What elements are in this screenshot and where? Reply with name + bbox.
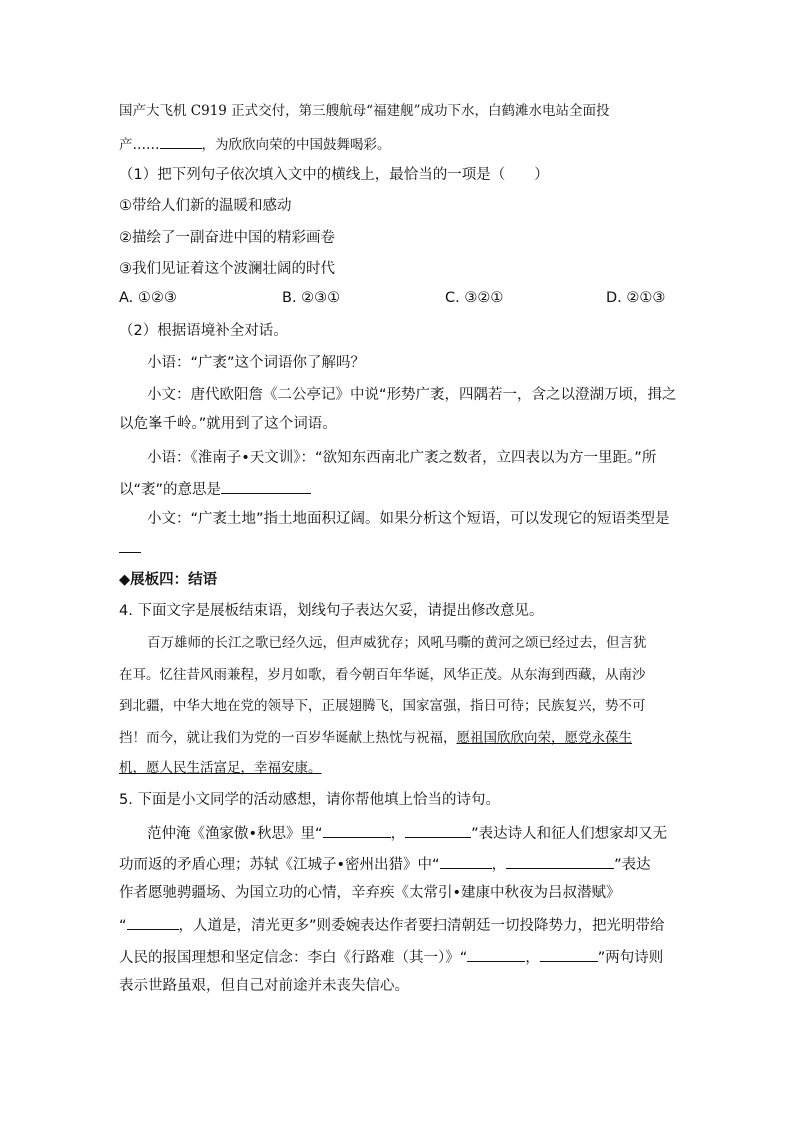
dialogue-4: 小文：“广袤土地”指土地面积辽阔。如果分析这个短语，可以发现它的短语类型是 bbox=[147, 511, 670, 527]
poem-blank-5[interactable] bbox=[127, 914, 179, 930]
sentence-1: ①带给人们新的温暖和感动 bbox=[119, 198, 292, 214]
q4-stem: 4. 下面文字是展板结束语，划线句子表达欠妥，请提出修改意见。 bbox=[119, 603, 544, 619]
q5-line-2-sep: ， bbox=[491, 857, 507, 873]
q5-line-6: 表示世路虽艰，但自己对前途并未丧失信心。 bbox=[119, 978, 409, 994]
sentence-3: ③我们见证着这个波澜壮阔的时代 bbox=[119, 261, 335, 277]
dialogue-2b: 以危峯千岭。”就用到了这个词语。 bbox=[119, 416, 337, 432]
option-d[interactable]: D. ②①③ bbox=[606, 290, 666, 306]
q5-line-2-a: 功而返的矛盾心理；苏轼《江城子•密州出猎》中“ bbox=[119, 857, 440, 873]
option-b[interactable]: B. ②③① bbox=[282, 290, 341, 306]
q3-1-stem: （1）把下列句子依次填入文中的横线上，最恰当的一项是（ ） bbox=[119, 167, 549, 183]
q4-passage-4-plain: 挡！而今，就让我们为党的一百岁华诞献上热忱与祝福， bbox=[119, 730, 457, 746]
intro-line-2-end: ，为欣欣向荣的中国鼓舞喝彩。 bbox=[201, 137, 391, 153]
q5-line-3: 作者愿驰骋疆场、为国立功的心情，辛弃疾《太常引•建康中秋夜为吕叔潜赋》 bbox=[119, 885, 621, 901]
dialogue-2a: 小文：唐代欧阳詹《二公亭记》中说“形势广袤，四隅若一，含之以澄湖万顷，揖之 bbox=[147, 387, 677, 403]
q5-line-5 bbox=[119, 946, 663, 968]
q4-passage-2: 在耳。忆往昔风雨兼程，岁月如歌，看今朝百年华诞，风华正茂。从东海到西藏，从南沙 bbox=[119, 667, 646, 683]
poem-blank-6[interactable] bbox=[467, 946, 525, 962]
q4-passage-1: 百万雄师的长江之歌已经久远，但声威犹存；风吼马嘶的黄河之颂已经过去，但言犹 bbox=[147, 635, 647, 651]
q5-line-1-sep: ， bbox=[390, 826, 406, 842]
answer-blank-meaning[interactable] bbox=[221, 478, 311, 494]
q5-line-1-b: ”表达诗人和征人们想家却又无 bbox=[471, 826, 668, 842]
poem-blank-2[interactable] bbox=[405, 822, 471, 838]
q5-line-1 bbox=[147, 822, 667, 844]
q5-line-4-b: ，人道是，清光更多”则委婉表达作者要扫清朝廷一切投降势力，把光明带给 bbox=[178, 918, 665, 934]
q5-line-1-a: 范仲淹《渔家傲•秋思》里“ bbox=[147, 826, 323, 842]
underlined-sentence-start: 愿祖国欣欣向荣，愿党永葆生 bbox=[456, 730, 632, 746]
intro-line-1: 国产大飞机 C919 正式交付，第三艘航母“福建舰”成功下水，白鹤滩水电站全面投 bbox=[119, 103, 610, 119]
dialogue-1: 小语：“广袤”这个词语你了解吗？ bbox=[147, 355, 366, 371]
answer-blank-phrase-type[interactable] bbox=[119, 552, 141, 553]
q4-passage-3: 到北疆，中华大地在党的领导下，正展翅腾飞，国家富强，指日可待；民族复兴，势不可 bbox=[119, 698, 646, 714]
underlined-sentence-end: 机，愿人民生活富足，幸福安康。 bbox=[119, 760, 322, 776]
sentence-2: ②描绘了一副奋进中国的精彩画卷 bbox=[119, 230, 335, 246]
q5-line-5-a: 人民的报国理想和坚定信念：李白《行路难（其一）》“ bbox=[119, 950, 468, 966]
q5-line-4-a: “ bbox=[119, 918, 127, 934]
dialogue-3b bbox=[119, 478, 311, 500]
q5-line-4 bbox=[119, 914, 665, 936]
q5-line-2-b: ”表达 bbox=[614, 857, 651, 873]
q5-stem: 5. 下面是小文同学的活动感想，请你帮他填上恰当的诗句。 bbox=[119, 792, 500, 808]
intro-line-2-start: 产…… bbox=[119, 137, 160, 153]
intro-line-2 bbox=[119, 133, 391, 155]
option-a[interactable]: A. ①②③ bbox=[119, 290, 177, 306]
q5-line-5-b: ”两句诗则 bbox=[597, 950, 664, 966]
q3-2-stem: （2）根据语境补全对话。 bbox=[119, 323, 288, 339]
poem-blank-7[interactable] bbox=[540, 946, 598, 962]
option-c[interactable]: C. ③②① bbox=[445, 290, 504, 306]
section-title: ◆展板四：结语 bbox=[119, 572, 218, 588]
q5-line-2 bbox=[119, 853, 651, 875]
dialogue-3a: 小语：《淮南子•天文训》：“欲知东西南北广袤之数者，立四表以为方一里距。”所 bbox=[147, 450, 657, 466]
answer-blank-1[interactable] bbox=[160, 133, 202, 149]
q4-passage-4 bbox=[119, 728, 632, 748]
poem-blank-4[interactable] bbox=[506, 853, 614, 869]
poem-blank-3[interactable] bbox=[440, 853, 492, 869]
q5-line-5-sep: ， bbox=[525, 950, 540, 966]
dialogue-3b-text: 以“袤”的意思是 bbox=[119, 482, 222, 498]
poem-blank-1[interactable] bbox=[323, 822, 391, 838]
